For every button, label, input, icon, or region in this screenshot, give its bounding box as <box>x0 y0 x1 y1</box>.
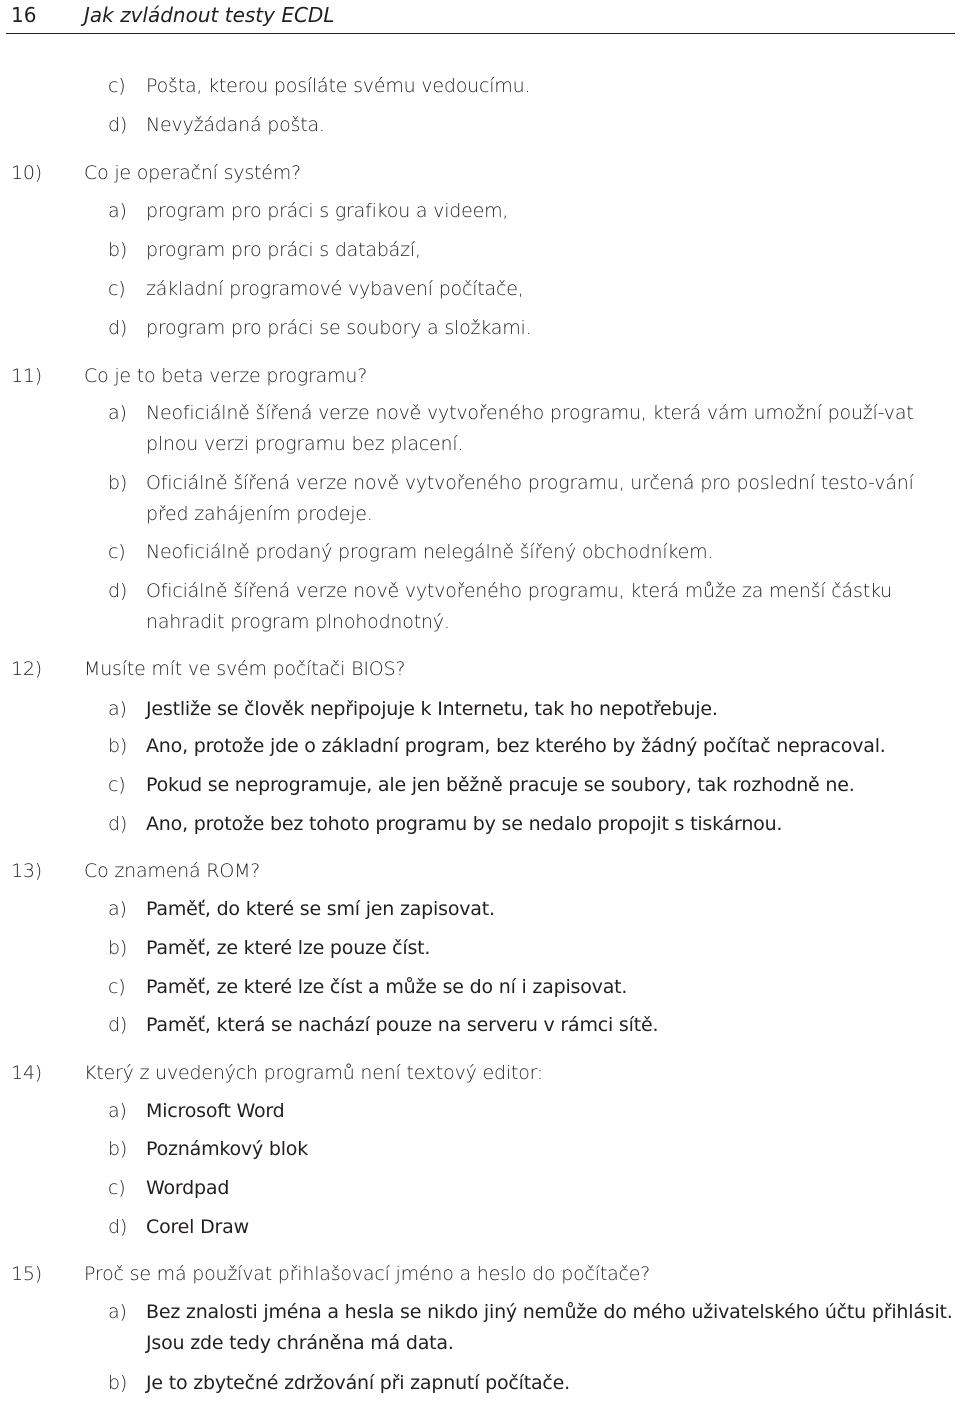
question-text: Proč se má používat přihlašovací jméno a heslo do počítače? <box>84 1263 651 1285</box>
option-text: Wordpad <box>146 1177 230 1199</box>
option-letter: b) <box>108 239 128 261</box>
answer-option <box>108 894 956 925</box>
option-text: Oficiálně šířená verze nově vytvořeného programu, která může za menší částku nahradit program plnohodnotný. <box>146 580 893 633</box>
question-number: 13) <box>11 860 42 882</box>
answer-option <box>108 809 956 840</box>
answer-option <box>108 313 956 344</box>
option-text: Ano, protože bez tohoto programu by se nedalo propojit s tiskárnou. <box>146 813 783 835</box>
page-header <box>0 0 960 40</box>
option-text: Nevyžádaná pošta. <box>146 114 325 136</box>
answer-option <box>108 1010 956 1041</box>
option-letter: a) <box>108 898 127 920</box>
option-text: Pošta, kterou posíláte svému vedoucímu. <box>146 75 531 97</box>
question-10 <box>11 161 301 185</box>
option-letter: d) <box>108 114 128 136</box>
answer-option <box>108 731 956 762</box>
option-text: Oficiálně šířená verze nově vytvořeného programu, určená pro poslední testo-vání před zahájením prodeje. <box>146 472 914 525</box>
answer-option <box>108 71 956 102</box>
option-letter: a) <box>108 1100 127 1122</box>
answer-option <box>108 576 956 638</box>
option-letter: d) <box>108 1014 128 1036</box>
option-letter: b) <box>108 735 128 757</box>
option-text: Corel Draw <box>146 1216 249 1238</box>
answer-option <box>108 537 956 568</box>
option-letter: a) <box>108 698 127 720</box>
answer-option <box>108 468 956 530</box>
answer-option <box>108 1212 956 1243</box>
question-text: Co znamená ROM? <box>84 860 261 882</box>
option-text: Poznámkový blok <box>146 1138 309 1160</box>
answer-option <box>108 1173 956 1204</box>
option-letter: d) <box>108 1216 128 1238</box>
option-letter: d) <box>108 317 128 339</box>
question-11 <box>11 364 367 388</box>
option-text: Pokud se neprogramuje, ale jen běžně pracuje se soubory, tak rozhodně ne. <box>146 774 855 796</box>
option-text: Microsoft Word <box>146 1100 285 1122</box>
question-15 <box>11 1262 650 1286</box>
answer-option <box>108 972 956 1003</box>
answer-option <box>108 1297 956 1359</box>
answer-option <box>108 694 956 725</box>
option-letter: c) <box>108 976 126 998</box>
option-text: Jestliže se člověk nepřipojuje k Internetu, tak ho nepotřebuje. <box>146 698 718 720</box>
question-number: 12) <box>11 658 42 680</box>
option-text: Paměť, která se nachází pouze na serveru v rámci sítě. <box>146 1014 659 1036</box>
option-text: Paměť, ze které lze číst a může se do ní i zapisovat. <box>146 976 628 998</box>
option-letter: c) <box>108 774 126 796</box>
answer-option <box>108 235 956 266</box>
question-number: 15) <box>11 1263 42 1285</box>
option-text: Paměť, ze které lze pouze číst. <box>146 937 431 959</box>
option-letter: c) <box>108 75 126 97</box>
option-text: Bez znalosti jména a hesla se nikdo jiný nemůže do mého uživatelského účtu přihlásit. Jsou zde tedy chráněna má data. <box>146 1301 953 1354</box>
question-number: 14) <box>11 1062 42 1084</box>
option-text: základní programové vybavení počítače, <box>146 278 524 300</box>
answer-option <box>108 274 956 305</box>
question-text: Který z uvedených programů není textový editor: <box>84 1062 544 1084</box>
question-number: 10) <box>11 162 42 184</box>
question-text: Co je operační systém? <box>84 162 301 184</box>
header-rule <box>6 33 955 34</box>
option-text: Neoficiálně šířená verze nově vytvořeného programu, která vám umožní použí-vat plnou verzi programu bez placení. <box>146 402 914 455</box>
page-number: 16 <box>11 3 37 27</box>
question-number: 11) <box>11 365 42 387</box>
option-letter: a) <box>108 200 127 222</box>
option-letter: d) <box>108 813 128 835</box>
answer-option <box>108 1096 956 1127</box>
option-letter: a) <box>108 1301 127 1323</box>
option-letter: b) <box>108 1372 128 1394</box>
question-text: Musíte mít ve svém počítači BIOS? <box>84 658 406 680</box>
option-text: Neoficiálně prodaný program nelegálně šířený obchodníkem. <box>146 541 714 563</box>
answer-option <box>108 196 956 227</box>
option-letter: b) <box>108 1138 128 1160</box>
option-letter: c) <box>108 541 126 563</box>
question-14 <box>11 1061 543 1085</box>
question-13 <box>11 859 260 883</box>
option-letter: b) <box>108 472 128 494</box>
question-text: Co je to beta verze programu? <box>84 365 368 387</box>
option-text: program pro práci s databází, <box>146 239 421 261</box>
question-12 <box>11 657 405 681</box>
option-text: Paměť, do které se smí jen zapisovat. <box>146 898 495 920</box>
option-letter: b) <box>108 937 128 959</box>
option-text: Ano, protože jde o základní program, bez kterého by žádný počítač nepracoval. <box>146 735 886 757</box>
option-text: program pro práci se soubory a složkami. <box>146 317 532 339</box>
answer-option <box>108 398 956 460</box>
option-letter: c) <box>108 278 126 300</box>
answer-option <box>108 1134 956 1165</box>
running-title: Jak zvládnout testy ECDL <box>84 3 335 27</box>
option-text: Je to zbytečné zdržování při zapnutí počítače. <box>146 1372 570 1394</box>
answer-option <box>108 110 956 141</box>
option-letter: d) <box>108 580 128 602</box>
option-letter: c) <box>108 1177 126 1199</box>
answer-option <box>108 1368 956 1399</box>
option-letter: a) <box>108 402 127 424</box>
answer-option <box>108 770 956 801</box>
answer-option <box>108 933 956 964</box>
option-text: program pro práci s grafikou a videem, <box>146 200 509 222</box>
